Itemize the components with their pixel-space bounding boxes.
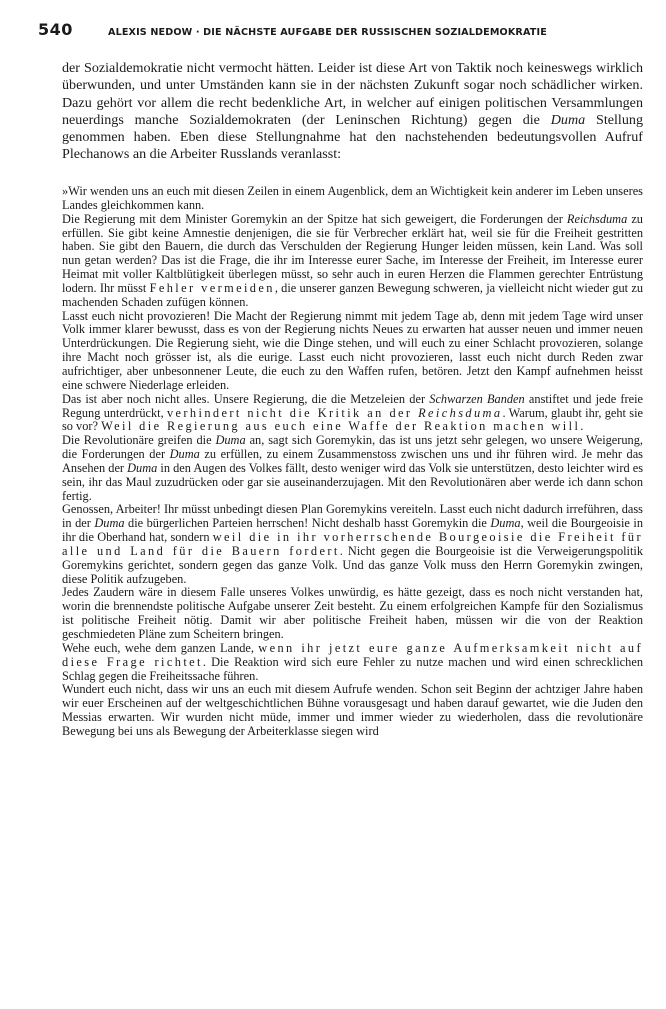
appeal-text: . Nicht gegen die Bourgeoisie ist die Verweigerungspolitik Goremykins gerichtet, sondern gegen das ganze Volk. Und das ganze Volk muss den Herrn Goremykin zwingen, diese Politik aufzugeben.	[62, 543, 644, 586]
appeal-text: Jedes Zaudern wäre in diesem Falle unseres Volkes unwürdig, es hätte gezeigt, dass es noch nicht verstanden hat, worin die brennendste politische Aufgabe unserer Zeit besteht. Zu einem erfolgreichen Kampfe für den Sozialismus ist politische Freiheit nötig. Damit wir aber politische Freiheit haben, müssen wir die von der Reaktion geschmiedeten Pläne zum Scheitern bringen.	[62, 585, 643, 641]
appeal-paragraph	[62, 393, 643, 435]
appeal-paragraph	[62, 434, 643, 503]
appeal-text: Das ist aber noch nicht alles. Unsere Regierung, die die Metzeleien der	[62, 391, 430, 406]
emphasis-text: Duma	[490, 516, 521, 531]
emphasis-text: Duma	[127, 460, 158, 475]
spaced-emphasis: Weil die Regierung aus euch eine Waffe der Reaktion machen will	[101, 419, 581, 434]
page-number: 540	[38, 20, 73, 39]
appeal-text: Lasst euch nicht provozieren! Die Macht der Regierung nimmt mit jedem Tage ab, denn mit jedem Tage wird unser Volk immer klarer bewusst, dass es von der Regierung nichts Neues zu erwarten hat ausser neuen und immer neuen Unterdrückungen. Die Regierung sieht, wie die Dinge stehen, und will euch zu einer Schlacht provozieren, solange ihre Macht noch grösser ist, als die eurige. Lasst euch nicht provozieren, lasst euch nicht durch Reden zwar aufrichtiger, aber unbesonnener Leute, die euch zu den Waffen rufen, betören. Jetzt den Kampf aufnehmen heisst eine schwere Niederlage erleiden.	[62, 308, 643, 392]
plechanow-appeal	[62, 185, 643, 739]
spaced-emphasis: wenn ihr jetzt eure ganze Aufmerksamkeit nicht auf diese Frage richtet	[62, 640, 643, 669]
intro-text-part: Stellung genommen haben. Eben diese Stellungnahme hat den nachstehenden bedeutungsvollen Aufruf Plechanows an die Arbeiter Russlands veranlasst:	[62, 111, 643, 163]
appeal-text: Wehe euch, wehe dem ganzen Lande,	[62, 640, 259, 655]
appeal-text: »Wir wenden uns an euch mit diesen Zeilen in einem Augenblick, dem an Wichtigkeit kein anderer im Leben unseres Landes gleichkommen kann.	[62, 184, 643, 212]
appeal-text: . Warum, glaubt ihr, geht sie so vor?	[62, 405, 643, 434]
emphasis-text: Duma	[215, 433, 246, 448]
appeal-text: in den Augen des Volkes fällt, desto weniger wird das Volk sie unterstützen, desto leichter wird es sein, ihr das Maul zuzudrücken oder gar sie auseinanderzujagen. Mit den Revolutionären aber werde ich dann schon fertig.	[62, 460, 643, 503]
appeal-text: Die Regierung mit dem Minister Goremykin an der Spitze hat sich geweigert, die Forderungen der	[62, 211, 567, 226]
appeal-paragraph	[62, 683, 643, 738]
intro-text	[62, 60, 643, 164]
emphasis-text: Reichsduma	[418, 405, 503, 420]
appeal-paragraph	[62, 642, 643, 684]
emphasis-text: Duma	[94, 516, 125, 531]
appeal-paragraph	[62, 586, 643, 641]
page-header	[38, 20, 644, 40]
appeal-text: Die Revolutionäre greifen die	[62, 433, 216, 448]
running-head: ALEXIS NEDOW · DIE NÄCHSTE AUFGABE DER RUSSISCHEN SOZIALDEMOKRATIE	[108, 27, 547, 38]
emphasis-text: Reichsduma	[566, 211, 628, 226]
appeal-text: . Die Reaktion wird sich eure Fehler zu nutze machen und wird einen schrecklichen Schlag gegen die Freiheitssache führen.	[62, 654, 643, 683]
appeal-text: an, sagt sich Goremykin, das ist uns jetzt sehr gelegen, wo unsere Weigerung, die Forderungen der	[62, 433, 643, 462]
intro-paragraph	[62, 60, 643, 164]
emphasis-text: Schwarzen Banden	[429, 391, 525, 406]
appeal-paragraph	[62, 503, 643, 586]
spaced-emphasis: weil die in ihr vorherrschende Bourgeoisie die Freiheit für alle und Land für die Bauern fordert	[62, 530, 643, 558]
appeal-text: die bürgerlichen Parteien herrschen! Nicht deshalb hasst Goremykin die	[124, 516, 491, 531]
appeal-text: .	[580, 419, 584, 434]
appeal-paragraph	[62, 185, 643, 213]
spaced-emphasis: Fehler vermeiden	[149, 280, 275, 295]
appeal-text: , weil die Bourgeoisie in ihr die Oberhand hat, sondern	[62, 516, 643, 545]
appeal-paragraph	[62, 213, 643, 310]
emphasis-text: Duma	[169, 447, 200, 462]
appeal-text: zu erfüllen, zu einem Zusammenstoss zwischen uns und ihr führen wird. Je mehr das Ansehen der	[62, 447, 643, 475]
appeal-text: anstiftet und jede freie Regung unterdrückt,	[62, 391, 644, 420]
appeal-text: , die unserer ganzen Bewegung schweren, ja vielleicht nicht wieder gut zu machenden Schaden zufügen können.	[62, 280, 643, 309]
intro-text-part: der Sozialdemokratie nicht vermocht hätten. Leider ist diese Art von Taktik noch keineswegs wirklich überwunden, und unter Umständen kann sie in der nächsten Zukunft sogar noch schädlicher wirken. Dazu gehört vor allem die recht bedenkliche Art, in welcher auf einigen politischen Versammlungen neuerdings manche Sozialdemokraten (der Leninschen Richtung) gegen die	[62, 60, 643, 128]
emphasis-duma: Duma	[550, 111, 586, 128]
appeal-text: Wundert euch nicht, dass wir uns an euch mit diesem Aufrufe wenden. Schon seit Beginn der achtziger Jahre haben wir euer Erscheinen auf der weltgeschichtlichen Bühne vorausgesagt und haben darauf gewartet, wie die Juden den Messias erwarten. Wir wurden nicht müde, immer und immer wieder zu wiederholen, dass die revolutionäre Bewegung bei uns als Bewegung der Arbeiterklasse siegen wird	[62, 682, 643, 738]
appeal-paragraph	[62, 310, 643, 393]
spaced-emphasis: verhindert nicht die Kritik an der	[166, 405, 419, 420]
appeal-text: zu erfüllen. Sie gibt keine Amnestie denjenigen, die sie für Verbrecher erklärt hat, weil sie für die Freiheit gestritten haben. Sie gibt den Bauern, die durch das Verschulden der Regierung Hunger leiden müssen, kein Land. Was soll nun getan werden? Das ist die Frage, die ihr im Interesse eurer Sache, im Interesse der Freiheit, im Interesse eurer Heimat mit voller Kaltblütigkeit überlegen müsst, so sehr auch in euren Herzen die Flammen gerechter Entrüstung lodern. Ihr müsst	[62, 211, 643, 295]
appeal-text: Genossen, Arbeiter! Ihr müsst unbedingt diesen Plan Goremykins vereiteln. Lasst euch nicht dadurch irreführen, dass in der	[62, 502, 643, 531]
